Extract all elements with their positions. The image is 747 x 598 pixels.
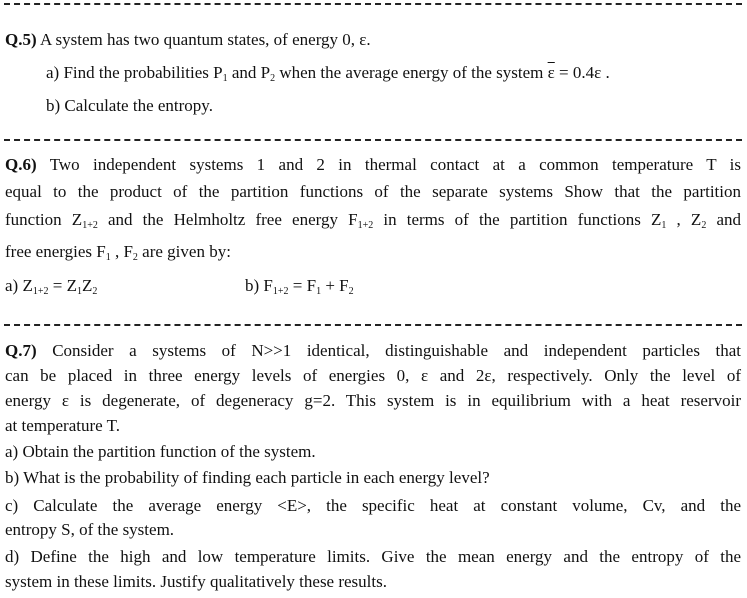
q7-part-c-line-2: entropy S, of the system. — [5, 520, 175, 539]
q6-line-3: function $Z_{1+2}$ and the Helmholtz free energy $F_{1+2}$ in terms of the partition functions $Z_1$ , $Z_2$ and — [5, 210, 741, 231]
divider-q6-q7 — [4, 324, 742, 326]
q7-part-d-line-2: system in these limits. Justify qualitatively these results. — [5, 572, 387, 591]
q7-part-a: a) Obtain the partition function of the system. — [5, 442, 316, 461]
q7-line-4: at temperature T. — [5, 416, 121, 435]
q6-line-1: Q.6) Two independent systems 1 and 2 in thermal contact at a common temperature T is — [5, 155, 741, 174]
q5-text: A system has two quantum states, of energy 0, ε. — [36, 30, 371, 49]
q7-line-1: Q.7) Consider a systems of N>>1 identical, distinguishable and independent particles that — [5, 341, 741, 360]
divider-top — [4, 3, 742, 5]
q5-part-b: b) Calculate the entropy. — [46, 96, 213, 115]
q6-part-a: a) $Z_{1+2} = Z_1Z_2$ — [5, 276, 98, 297]
q5-number: Q.5) — [5, 30, 37, 49]
q5-part-a: a) Find the probabilities $P_1$ and $P_2$ when the average energy of the system $\overline{\varepsilon} = 0.4\varepsilon$ . — [46, 63, 610, 84]
q7-number: Q.7) — [5, 341, 37, 360]
q7-line-2: can be placed in three energy levels of energies 0, ε and 2ε, respectively. Only the level of — [5, 366, 741, 385]
q7-line-3: energy ε is degenerate, of degeneracy g=2. This system is in equilibrium with a heat reservoir — [5, 391, 741, 410]
q6-number: Q.6) — [5, 155, 37, 174]
q7-part-c-line-1: c) Calculate the average energy <E>, the specific heat at constant volume, Cv, and the — [5, 496, 741, 515]
q5-heading — [5, 30, 371, 50]
q7-part-d-line-1: d) Define the high and low temperature limits. Give the mean energy and the entropy of the — [5, 547, 741, 566]
q6-part-b: b) $F_{1+2} = F_1 + F_2$ — [245, 276, 354, 297]
divider-q5-q6 — [4, 139, 742, 141]
q6-line-2: equal to the product of the partition functions of the separate systems Show that the partition — [5, 182, 741, 201]
epsilon-bar: $\overline{\varepsilon}$ — [547, 63, 555, 82]
q7-part-b: b) What is the probability of finding each particle in each energy level? — [5, 468, 490, 487]
q6-line-4: free energies $F_1$ , $F_2$ are given by: — [5, 242, 231, 263]
